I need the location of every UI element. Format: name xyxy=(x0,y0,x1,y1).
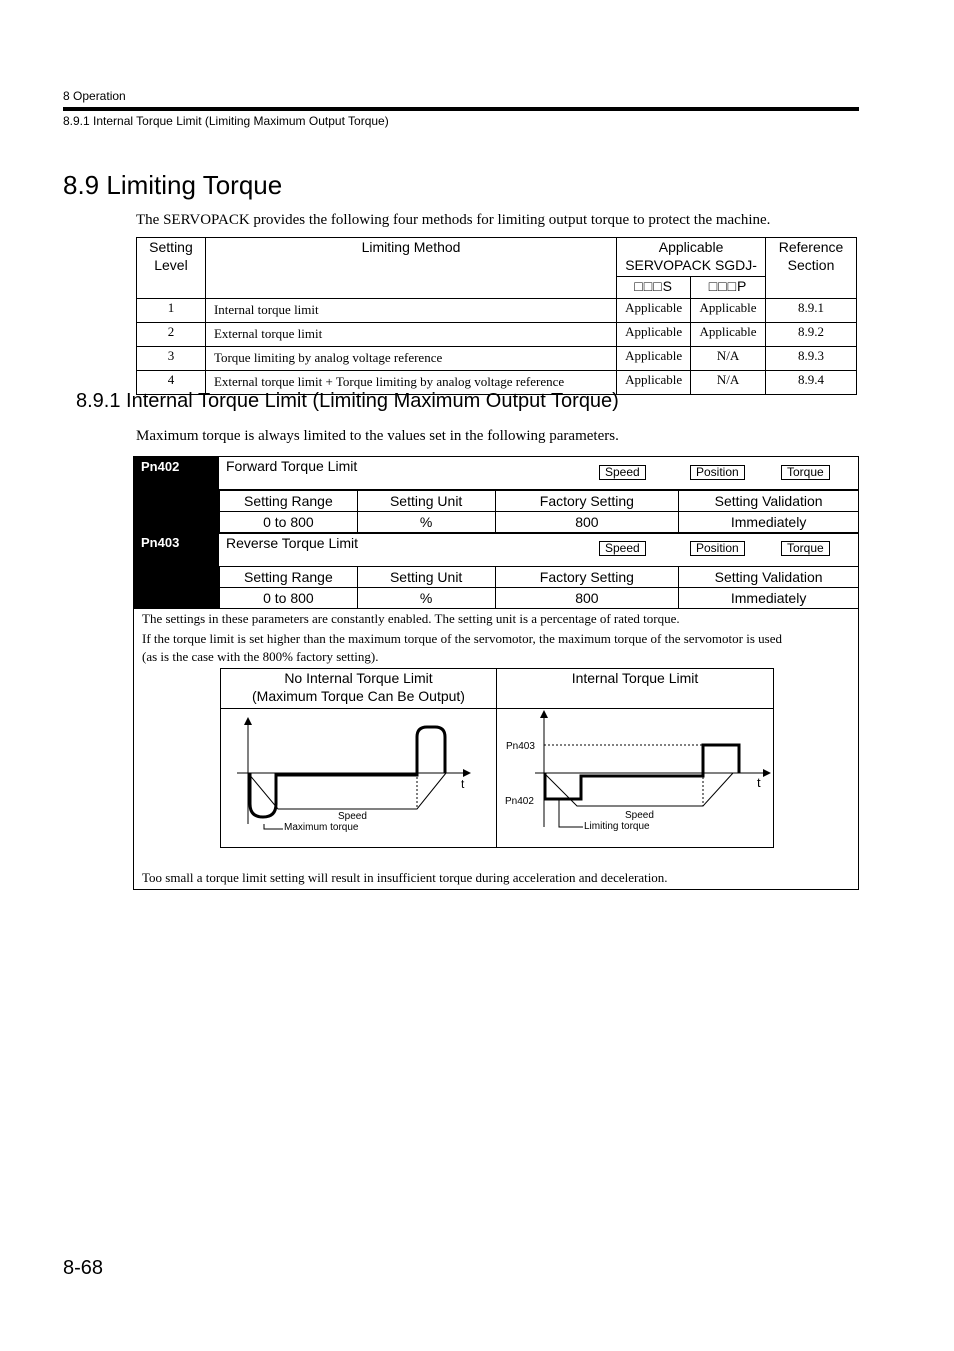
cell-p: N/A xyxy=(691,347,766,371)
table-row xyxy=(137,347,857,371)
cell-ref: 8.9.4 xyxy=(766,371,857,395)
torque-tag: Torque xyxy=(781,541,830,556)
graph-header-no-limit xyxy=(221,669,496,709)
speed-label: Speed xyxy=(338,811,367,822)
header-setting-level: Setting Level xyxy=(137,238,206,299)
graph-title: Internal Torque Limit xyxy=(571,670,699,686)
param-settings-table xyxy=(219,566,859,609)
note-line: The settings in these parameters are constantly enabled. The setting unit is a percentage of rated torque. xyxy=(142,611,680,626)
factory-setting-value: 800 xyxy=(495,588,679,609)
cell-p: Applicable xyxy=(691,323,766,347)
speed-curve xyxy=(248,773,446,809)
param-title-row xyxy=(219,533,858,567)
section-title: 8.9 Limiting Torque xyxy=(63,170,283,200)
torque-graphs xyxy=(220,668,774,848)
graph-header-internal-limit xyxy=(497,669,773,709)
internal-limit-diagram xyxy=(497,709,773,847)
cell-level: 2 xyxy=(137,323,206,347)
footer-note: Too small a torque limit setting will result in insufficient torque during acceleration and deceleration. xyxy=(142,870,668,885)
factory-setting-header: Factory Setting xyxy=(495,491,679,512)
cell-s: Applicable xyxy=(617,323,691,347)
cell-method: External torque limit + Torque limiting by analog voltage reference xyxy=(205,371,616,395)
setting-range-header: Setting Range xyxy=(220,491,358,512)
graph-title: No Internal Torque Limit xyxy=(284,670,433,686)
cell-s: Applicable xyxy=(617,371,691,395)
setting-unit-value: % xyxy=(357,512,495,533)
setting-validation-header: Setting Validation xyxy=(679,567,859,588)
no-limit-diagram xyxy=(221,709,496,847)
note-line: If the torque limit is set higher than the maximum torque of the servomotor, the maximum torque of the servomotor is used xyxy=(142,631,782,646)
factory-setting-header: Factory Setting xyxy=(495,567,679,588)
param-settings-table xyxy=(219,490,859,533)
setting-validation-header: Setting Validation xyxy=(679,491,859,512)
torque-curve xyxy=(250,727,445,817)
parameter-box xyxy=(133,456,859,890)
factory-setting-value: 800 xyxy=(495,512,679,533)
position-tag: Position xyxy=(690,541,745,556)
intro-paragraph: The SERVOPACK provides the following four methods for limiting output torque to protect the machine. xyxy=(136,212,771,228)
torque-tag: Torque xyxy=(781,465,830,480)
leader-line xyxy=(264,824,283,829)
cell-ref: 8.9.3 xyxy=(766,347,857,371)
speed-tag: Speed xyxy=(599,465,646,480)
leader-line xyxy=(559,800,583,827)
setting-unit-header: Setting Unit xyxy=(357,567,495,588)
speed-curve xyxy=(544,773,733,806)
header-rule xyxy=(63,107,859,111)
speed-tag: Speed xyxy=(599,541,646,556)
limiting-methods-table xyxy=(136,237,857,395)
maximum-torque-label: Maximum torque xyxy=(284,822,359,833)
cell-level: 1 xyxy=(137,299,206,323)
cell-s: Applicable xyxy=(617,347,691,371)
param-name: Reverse Torque Limit xyxy=(226,535,359,551)
torque-curve xyxy=(545,745,739,799)
cell-ref: 8.9.2 xyxy=(766,323,857,347)
param-id-block xyxy=(134,533,219,609)
setting-range-value: 0 to 800 xyxy=(220,512,358,533)
t-label: t xyxy=(757,775,761,790)
subsection-title: 8.9.1 Internal Torque Limit (Limiting Maximum Output Torque) xyxy=(76,390,619,412)
header-limiting-method: Limiting Method xyxy=(205,238,616,299)
speed-label: Speed xyxy=(625,810,654,821)
cell-method: External torque limit xyxy=(205,323,616,347)
header-model-s: □□□S xyxy=(617,277,691,299)
t-label: t xyxy=(461,777,465,791)
setting-validation-value: Immediately xyxy=(679,512,859,533)
running-header-chapter: 8 Operation xyxy=(63,89,126,103)
cell-method: Torque limiting by analog voltage reference xyxy=(205,347,616,371)
setting-unit-value: % xyxy=(357,588,495,609)
param-id-block xyxy=(134,457,219,533)
setting-range-header: Setting Range xyxy=(220,567,358,588)
param-name: Forward Torque Limit xyxy=(226,458,358,474)
pn402-label: Pn402 xyxy=(505,796,534,807)
running-header-section: 8.9.1 Internal Torque Limit (Limiting Maximum Output Torque) xyxy=(63,114,389,128)
setting-unit-header: Setting Unit xyxy=(357,491,495,512)
header-applicable: Applicable SERVOPACK SGDJ- xyxy=(617,238,766,277)
cell-method: Internal torque limit xyxy=(205,299,616,323)
cell-ref: 8.9.1 xyxy=(766,299,857,323)
setting-validation-value: Immediately xyxy=(679,588,859,609)
graph-subtitle: (Maximum Torque Can Be Output) xyxy=(252,688,465,704)
cell-s: Applicable xyxy=(617,299,691,323)
param-title-row xyxy=(219,457,858,490)
param-id: Pn402 xyxy=(141,459,180,474)
pn403-label: Pn403 xyxy=(506,741,535,752)
table-row xyxy=(137,299,857,323)
cell-p: Applicable xyxy=(691,299,766,323)
page-number: 8-68 xyxy=(63,1257,104,1279)
param-id: Pn403 xyxy=(141,535,180,550)
position-tag: Position xyxy=(690,465,745,480)
cell-p: N/A xyxy=(691,371,766,395)
header-reference: Reference Section xyxy=(766,238,857,299)
setting-range-value: 0 to 800 xyxy=(220,588,358,609)
subsection-intro: Maximum torque is always limited to the values set in the following parameters. xyxy=(136,428,619,444)
cell-level: 3 xyxy=(137,347,206,371)
table-row xyxy=(137,323,857,347)
note-line: (as is the case with the 800% factory setting). xyxy=(142,649,379,664)
limiting-torque-label: Limiting torque xyxy=(584,821,650,832)
header-model-p: □□□P xyxy=(691,277,766,299)
cell-level: 4 xyxy=(137,371,206,395)
